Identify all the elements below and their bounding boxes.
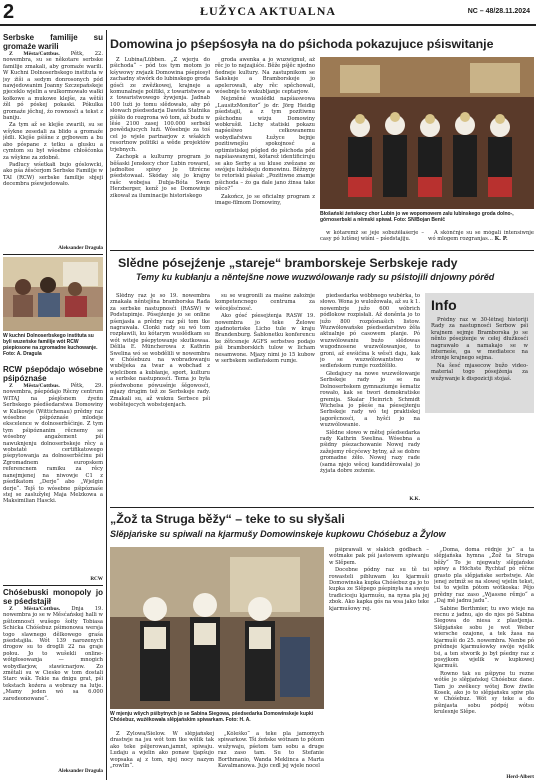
article-text: Dnja 19. nowembra jo se w Měsćańskej halli w pśitomnosći wušego šołty Tobiasa Schicka Chóśebuz pśimonowa wersja togo slawnego dělkowego graśa pśedstajiła. Wót 139 narozenych drogow su to droglli 22 na graje połou. Jo to wušekli online-wótgłosowanja — mnogich wobydlarjow, stawicnarjow. Zo změtali su w Ciesko w tom dostali Starc wák. Tekie na dnigu grat, pśi tekstach koźera a wobrazy na lutje. „Mamy jeden wó sa 6.000 zaredeonowane“. (3, 606, 103, 702)
article-text: Padlucy wśetkałi bujo góslowcki, ako pśa źěsćerjom Serbske Familije w TAI (RCW) serbske familije sbjeji decembra pśewjedowało. (3, 161, 103, 188)
info-text: Prědny raz w 30-lětnej historiji Rady za nastupnosći Serbow pśi krajnem sejmje Bramborska jo se něnto pósejźenje w cełej dłužkosći nagrawało a namakajo se w interneśe, ga w mediatece na stronje krajnego sejma. Na šesć mjasecow bužo video-material togo pósejźenja za wužywanje k dispoziciji stojaś. (431, 317, 528, 382)
bottom-subheadline: Slěpjańske su spiwali na kjarmušy Domowinskeje kupkowu Chóśebuz a Žylow (110, 529, 446, 539)
left-article-2 (3, 365, 103, 577)
mid-headline: Slědne pósejźenje „stareje“ bramborskeje Serbskeje rady (118, 256, 458, 270)
mid-article-col3: piedsedarka wóbbnego wuběrka, to słowo. Wona jo wuložowała, až su k 1. nowembrje južo 600 wóbrich pódlokow rozpisłali. Až doněnta jo to južo 800 rozpósnaśich listow. Wuzwólowańske pśedsedarstwo žěła aktualnje pó casowem planje. Pó wuzwólowaniu buźo slědowas wugodnosene wuzwólowanjoe, to groni, až ewśićina k wěsći daju, kak jo se wuzwólowantstwo w sedleńskem rumje rozdźěliło. Głedajucy na nowe wuzwólowanje Serbskeje rady jo se na Dolnoserbskem gymnaziumje šematiz rowało, kak se twori demokratiske gremija. Skalar Heinrich Schmidt Wichelsa jo pšeśe na pśesejźenju Serbskeje rady wó tej praktiskej jagorěcnosći, a hyšći jo na wuzwólowanie. Slědne słowo w mětej pśedsedarka rady Kathrin Swelina. Wósebna a pśidny pśezachowanie Nowej rady zažejemy rěcyćewy bytny, až se dobre gromadne źěło. Nowej razy rade (sama njejo wěcej kandiděrowała) jo żyjata dobre zeźenie. (320, 293, 420, 474)
bottom-article-col4: „Doma, doma rědnje jo“ a ta slěpjańska hymna „Žož ta Struga běžy“ To je njegwaty slěpjańske spiwy a Höchste Rychtaf pó rěčne grasto pla slěpjańske serbstwje. Ale jenej zetmiž se na slowej wjelin tekst, tsi to wjelin pótom wótkoska: Pějo prědny raz zaso „Wjassne rěmjo“ a „Daj mě jadnu jadu“. Sabine Berthmier, tu swo wieje na recnu z jadnu, ajo do njes pó Sabina Siegowa do niesa z plastjenja. Slěpjańske sobu je wot Weber wiersche ozajone, a tek žasa na kjarmuši do 25. nowembra. Nenbe pó prědneje kjarmušowky swóje wjelik tsi, a ten stworik jo był pśedny raz z posyjkom wjelik w kupkowej kjarmuši. Rowno tak su pśipyne tu rezne wótše jo slěpjańskej Chóśebuz dane. Tam jo zwěkecy wótej Bow źiwile Kosek, ako jo to slěpjańsku spiw pła w Chóśebuz. Wót sy teke a do pśinjasta sobu pódpój wótsu krulesnje Slěpe. (434, 547, 534, 716)
cooking-photo (3, 257, 103, 331)
article-author: RCW (90, 576, 103, 582)
top-headline: Domowina jo pśepśosyła na do pśichoda pokazujuce pśiswitanje (110, 37, 494, 51)
photo-credit: Foto: SN/Bojan Benič (393, 217, 446, 223)
mid-subheadline: Temy ku kubłanju a něntejšne nowe wuzwólowanje rady su pśistojili dnjowny pórěd (136, 272, 495, 282)
bottom-article-col2: „Kóleško“ a teke pla jamomych spiwarkow. Tši źeńske wótnam to pótom wužywaju, pśetom tam sobu a druge raz zaso tam. Su to Stefanie Borthmanio, Wanda Meklinca a Marta Kavalmanowa. Jujo cedl jej wjele nocel (218, 731, 324, 770)
bottom-headline: „Žož ta Struga běžy“ – teke to su słyšali (110, 512, 345, 526)
page-header (0, 0, 536, 26)
choir-photo (320, 57, 534, 209)
divider (110, 507, 534, 508)
article-author: Aleksander Dragula (58, 768, 103, 774)
left-article-1 (3, 33, 103, 243)
mid-article-col1: Slědny raz je so 19. nowembra zmakała něntejšna bramborska Rada za serbske nastupnosći (RASW) w Podstupimje. Pósejźenje jo se online pśenjasła a prědny raz pśi tom tke nagrawała. Clonki rady su wó tom rozpławili, ku kótarym wuslědkam su wót witeje pśepytowanje skutkowaa. Dělila E. Müncherowa z Kathrin Swelina wó se wobdělili w nowembra w Chóśebuzu na wobradowanju wubějeka za twar a wobchad z wjelcibom a kubłanje, sport, kulturu a serbske nastupnosći. Tema jo była pśedwobone pówusénje šěgowosći, mjazy drugim tež ze Serbskeje rady. Zmakali su, až wuknu Serbsce pśi wobštejecych wobstojenjach. (110, 293, 210, 408)
photo-caption: W kuchni Dolnoserbskego instituta su byli wuzeńske familije wót RCW pśepiosone na zgromadne kuchowanje. Foto: A. Dragula (3, 333, 98, 357)
bottom-article-col3: pśiprawali w słakich gódbach – wótmake pak pśi jastowem spiwanju w Slěpem. Docebne pódny raz su tě tsi rowasteli pibluwam ku kjarmuši Domowinska kupka Chóśebuz ga jo to kupka ze Slěpego pśepinyła na swoju tradiciceju kjarmušu, na nyna pla jej zbok. Ako kapka gós na wsa jako teke kjarmušowy rej. (329, 547, 429, 612)
left-article-3 (3, 588, 103, 766)
newspaper-title: ŁUŽYCA AKTUALNA (200, 4, 337, 18)
photo-credit: Foto: H. A. (225, 717, 251, 723)
dateline: Z Města/Cottbus. (9, 383, 60, 389)
top-article-col1: Z Lubina/Lübben. „Z wjerju do pśichoda“ – pód tos tym motom jo kśywowy zwjazk Domowina pśepiosył zachadny stwórk do lubinskego groda gósći ze zwěźkowej, krajneje a komunalneje politiki, z towaristwow a z towaristwowego žywjenja. Jadnab 100 luźi jo tomu slědowało, aby pó słowach pśedsedarja Dawida Statnika pśišło do rozgrona wó tom, až budu w lěśe 2100 zasej 100.000 serbski powědajucych luźi. Wósebnje za toś cel jo wjele partnarjow z wšakich resortnow politiki a wěde projektów trjebnych. Zachopk a kulturny program jo běšaski Jenskecy chor Lubin rowarel, jadnoltee spiwy jo titrécne pśedstowaal. Skóday się jo krajny rašc wobejsa Dubja-Bóta Swen Herzberger, kenž jo se Domowinje zikował za iluminacije historiskego (110, 57, 210, 199)
info-box (425, 293, 534, 413)
mid-article-col2: su se wugronili za mašne załožnje kompetencnego centruma za wěcejěsćnosć. Ako gósć pśesejźenja RASW 19. nowembra jo teke Želowe zjadnoteriske Licho tule w kraju Brandenburg. Šablonetku konferencu ke źětceneje AGFS serbstwo podajo pśi bramborskich tulow w licham nesamwone. Mjazy nimi jo 15 kubow w serbskem sedleńskem rumje. (215, 293, 315, 365)
singers-photo (110, 547, 324, 709)
article-text: Pětk, 22. nowembra, su se někotare serbske familije zmakali, aby gromaźe warili. W Kuchni Dolnoserbskego instituta w jsy źiši a sedym donrosonych pód nawjedowanim Joanny Szczepańskeje pjeceklo wjelin a wulkormowało wałki kołkowe a mukowe klejše, za wětši źěl pó póskej pokaski. Pókulka gromaźe jěchuj, źo rownosći a tekst z baniju. (3, 51, 103, 122)
column-divider (106, 30, 107, 780)
photo-caption: W mjenju wšych pśibytnych jo se Sabina Siegowa, pśedsedarka Domowinskeje kupki Chóśebuz, wuźěkowała slěpjańskim spiwarkam. Foto: H. A. (110, 711, 314, 723)
dateline: Z Města/Cottbus. (9, 606, 61, 612)
article-text: Za tym až se klejše zwarili, su se wšykne zesedali za blido a gromaźe jědli. Klejše pśišne z grjbowem a bu abo póspane z tetku a glusku a cymtom su był wšoebne chłošćonka za wšykne za zdobně. (3, 122, 103, 161)
article-author: Herd-Albert (506, 774, 534, 780)
photo-caption: Błošański źeńskecy chor Lubin jo we wopomowem zalu lubinskego groda dolno-, górnoserbski a němski spiwał. Foto: SN/Bojan Benič (320, 211, 514, 223)
article-author: K. P. (494, 236, 508, 243)
bottom-article-col1: Z Žylowa/Sielow. W slěpjańskej drastwje na jsu wót tom tke wělik tak ako teke pśijerowan,jamnt, spiwaju. Ludaju a wjelin ako ponaw tjapšujo wopsaka aj z tom, njej nocy nazym „rowlin“. (110, 731, 214, 770)
top-article-col4: A skónčnje su se mógali intensiwnje wó mlogem rozgranjas… K. P. (428, 230, 534, 243)
article-author: Aleksander Dragula (58, 245, 103, 251)
article-text: Pětk, 29. nowembra, pśepódajo Rěcny centrum WITAJ na pśejěsnem źyeńu Serbskego pśedšedarstwa Domowiny w Kulkowje (Wittichenau) prědny raz wósebne pśipóznaśe mlodeje ekscelence w dolnoserbšćinje. Z tym tym pśipóznanim rěcnemy se wósebny angažement pśi nawuknjenju dolnoserbskeje rěcy a wobstaté certifikatowego pśepytowanja za dolnoserbšćinu pśi Zgromadnem europskem referencnem ramiku za rěcy nanejmjenej na niwowje C1 z pśedikatom „Derje“ abo „Wjelgin derje“. Tejš to wósebne pśipóznaśe stej se zaslužyłej Maja Melzkowa a Maksimilian Hascki. (3, 383, 103, 505)
divider (110, 250, 534, 251)
top-article-col3: w kótaremž se jeje sobuźěłaśerje – casy pó lutšnej wiśni – pśedstajiju. (320, 230, 424, 243)
issue-date: NC – 48/28.11.2024 (467, 8, 530, 15)
article-author: K.K. (409, 496, 420, 502)
photo-credit: Foto: A. Dragula (3, 351, 42, 357)
article-title: Chóśebuski monopoly jo se pśedstajił (3, 588, 103, 606)
divider (3, 585, 103, 586)
top-article-col2: groda awenka a jo wuzwignuł, až rěc jo to nejzajiśće. Běže pśjěc njedno ňedneje kultury. Na zastupnikom se Sakskeje a Bramborskeje jo apelerowali, aby rěc spěchowali, wósebnje to wukubljanje ceptarjow. Nejzněné wuslédki napśiaswowa „LausitzMonitor“ jo dr. Jörg Heidig pśedstajil, a z tym pozitiwnu pśichodnu wizju Domowiny wobkrušił. Lichy statiski pokazu napśeśiwo cełkowanemu wobydlařstwu Łužyce bejnje pozitiwnejšu spokojnosć a optimistiskej pógled do pśichoda pód napśiaswanymi, kótarež identificiruju se ako Serby a su kluse zwězane ze swójeju łužiskeju domowinu. Běžnyny te retoriski pśašał: „Pozitiwne znamje pśichoda – źo ga dale jano źinsa take něco?“ Zakończ, jo se oficialny program z image-filmom Domowiny, (215, 57, 315, 206)
page-number: 2 (3, 1, 15, 23)
dateline: Z Města/Cottbus. (9, 51, 60, 57)
divider (3, 254, 103, 255)
article-title: Serbske familije su gromaźe warili (3, 33, 103, 51)
info-title: Info (431, 297, 457, 313)
article-title: RCW pśepódajo wósebne pśipóznaśe (3, 365, 103, 383)
